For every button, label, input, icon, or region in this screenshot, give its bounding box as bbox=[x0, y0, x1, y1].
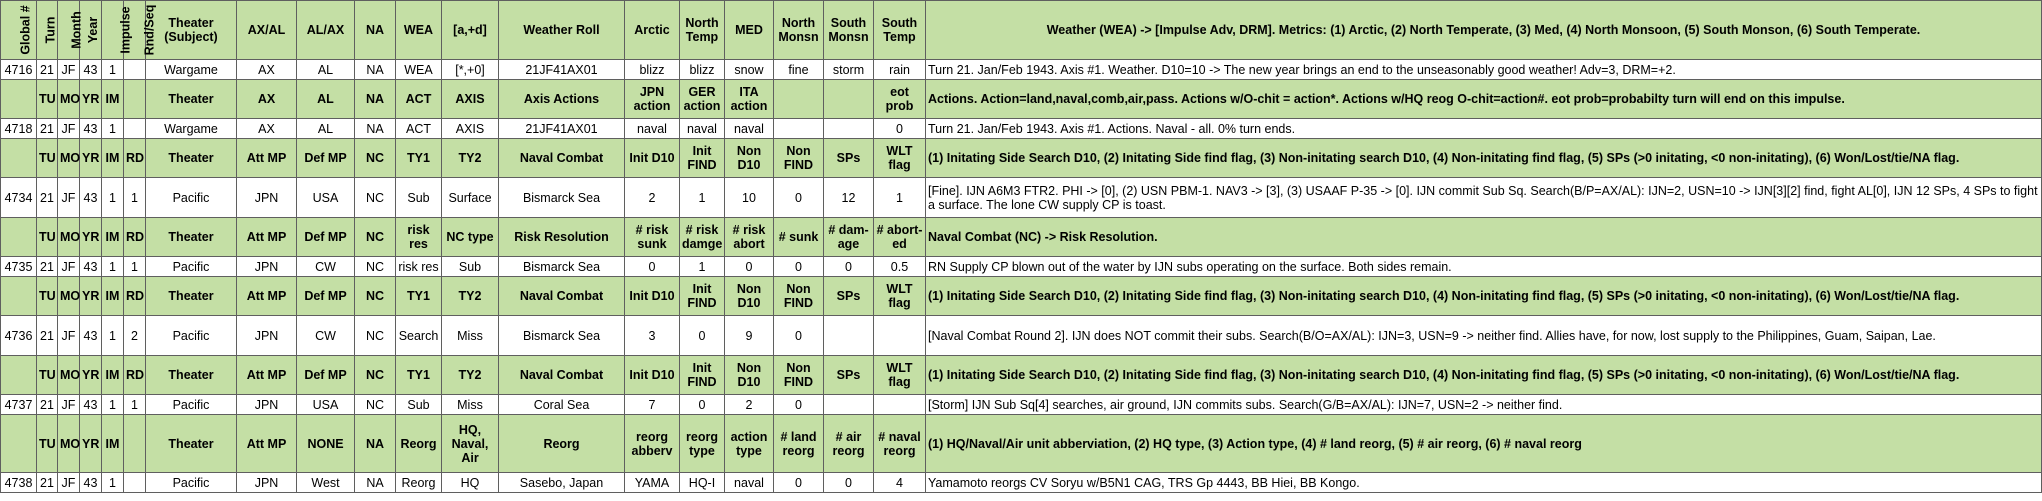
cell-metric-6: rain bbox=[874, 60, 926, 80]
section-header-cell-description: Naval Combat bbox=[499, 356, 625, 395]
header-impulse: Impulse bbox=[102, 1, 124, 60]
cell-param: Miss bbox=[442, 395, 499, 415]
cell-na: NC bbox=[355, 395, 396, 415]
section-header-cell-side-b: Def MP bbox=[297, 139, 355, 178]
cell-na: NA bbox=[355, 473, 396, 493]
header-south-temp: South Temp bbox=[874, 1, 926, 60]
section-header-cell-metric-4: # sunk bbox=[774, 218, 824, 257]
section-header-cell-global-num bbox=[1, 415, 37, 473]
section-header-cell-impulse: IM bbox=[102, 356, 124, 395]
section-header-cell-metric-3: Non D10 bbox=[725, 277, 774, 316]
cell-side-a: JPN bbox=[237, 316, 297, 356]
cell-turn: 21 bbox=[37, 473, 58, 493]
cell-impulse: 1 bbox=[102, 473, 124, 493]
section-header-cell-metric-5 bbox=[824, 80, 874, 119]
section-header-cell-metric-1: Init D10 bbox=[625, 139, 680, 178]
cell-global-num: 4736 bbox=[1, 316, 37, 356]
cell-metric-6: 0 bbox=[874, 119, 926, 139]
cell-metric-2: 0 bbox=[680, 395, 725, 415]
cell-global-num: 4718 bbox=[1, 119, 37, 139]
section-header-cell-metric-5: # dam-age bbox=[824, 218, 874, 257]
cell-turn: 21 bbox=[37, 316, 58, 356]
cell-month: JF bbox=[58, 473, 80, 493]
section-header-cell-side-b: Def MP bbox=[297, 218, 355, 257]
table-row bbox=[1, 119, 2042, 139]
cell-code: Reorg bbox=[396, 473, 442, 493]
cell-metric-4: 0 bbox=[774, 178, 824, 218]
section-header-cell-metric-3: Non D10 bbox=[725, 356, 774, 395]
cell-description: Bismarck Sea bbox=[499, 257, 625, 277]
section-header-cell-side-b: Def MP bbox=[297, 277, 355, 316]
cell-turn: 21 bbox=[37, 119, 58, 139]
section-header-cell-month: MO bbox=[58, 139, 80, 178]
cell-metric-2: 0 bbox=[680, 316, 725, 356]
section-header-cell-metric-6: WLT flag bbox=[874, 356, 926, 395]
cell-metric-6: 1 bbox=[874, 178, 926, 218]
section-header-row bbox=[1, 80, 2042, 119]
table-row bbox=[1, 60, 2042, 80]
section-header-cell-notes: Actions. Action=land,naval,comb,air,pass. Actions w/O-chit = action*. Actions w/HQ reog O-chit=action#. eot prob=probabilty turn will end on this impulse. bbox=[926, 80, 2042, 119]
section-header-cell-theater: Theater bbox=[146, 356, 237, 395]
cell-month: JF bbox=[58, 395, 80, 415]
cell-metric-1: 0 bbox=[625, 257, 680, 277]
cell-metric-1: 2 bbox=[625, 178, 680, 218]
header-al-ax: AL/AX bbox=[297, 1, 355, 60]
section-header-row bbox=[1, 415, 2042, 473]
section-header-cell-metric-2: reorg type bbox=[680, 415, 725, 473]
cell-metric-3: 10 bbox=[725, 178, 774, 218]
section-header-cell-global-num bbox=[1, 218, 37, 257]
cell-rnd-seq bbox=[124, 473, 146, 493]
cell-metric-6: 0.5 bbox=[874, 257, 926, 277]
cell-global-num: 4734 bbox=[1, 178, 37, 218]
section-header-cell-year: YR bbox=[80, 356, 102, 395]
cell-side-b: USA bbox=[297, 178, 355, 218]
section-header-cell-impulse: IM bbox=[102, 139, 124, 178]
cell-turn: 21 bbox=[37, 395, 58, 415]
cell-metric-2: blizz bbox=[680, 60, 725, 80]
section-header-cell-global-num bbox=[1, 139, 37, 178]
section-header-cell-turn: TU bbox=[37, 139, 58, 178]
cell-metric-3: 2 bbox=[725, 395, 774, 415]
cell-na: NA bbox=[355, 60, 396, 80]
cell-impulse: 1 bbox=[102, 119, 124, 139]
section-header-cell-turn: TU bbox=[37, 80, 58, 119]
section-header-cell-impulse: IM bbox=[102, 80, 124, 119]
cell-rnd-seq: 1 bbox=[124, 395, 146, 415]
cell-code: Search bbox=[396, 316, 442, 356]
cell-global-num: 4716 bbox=[1, 60, 37, 80]
section-header-cell-rnd-seq: RD bbox=[124, 218, 146, 257]
section-header-row bbox=[1, 139, 2042, 178]
section-header-cell-metric-3: # risk abort bbox=[725, 218, 774, 257]
section-header-cell-turn: TU bbox=[37, 218, 58, 257]
cell-month: JF bbox=[58, 119, 80, 139]
cell-notes: Turn 21. Jan/Feb 1943. Axis #1. Weather. D10=10 -> The new year brings an end to the unseasonably good weather! Adv=3, DRM=+2. bbox=[926, 60, 2042, 80]
section-header-cell-notes: Naval Combat (NC) -> Risk Resolution. bbox=[926, 218, 2042, 257]
cell-year: 43 bbox=[80, 395, 102, 415]
cell-metric-4: 0 bbox=[774, 395, 824, 415]
table-row bbox=[1, 257, 2042, 277]
cell-year: 43 bbox=[80, 178, 102, 218]
section-header-cell-notes: (1) Initating Side Search D10, (2) Initating Side find flag, (3) Non-initating search D10, (4) Non-initating find flag, (5) SPs (>0 initating, <0 non-initating), (6) Won/Lost/tie/NA flag. bbox=[926, 139, 2042, 178]
section-header-cell-month: MO bbox=[58, 80, 80, 119]
section-header-cell-metric-6: WLT flag bbox=[874, 139, 926, 178]
section-header-cell-side-b: Def MP bbox=[297, 356, 355, 395]
cell-theater: Pacific bbox=[146, 257, 237, 277]
header-na: NA bbox=[355, 1, 396, 60]
cell-metric-4 bbox=[774, 119, 824, 139]
section-header-cell-year: YR bbox=[80, 415, 102, 473]
section-header-cell-rnd-seq: RD bbox=[124, 139, 146, 178]
cell-param: AXIS bbox=[442, 119, 499, 139]
cell-year: 43 bbox=[80, 60, 102, 80]
cell-notes: Turn 21. Jan/Feb 1943. Axis #1. Actions. Naval - all. 0% turn ends. bbox=[926, 119, 2042, 139]
section-header-cell-rnd-seq bbox=[124, 80, 146, 119]
cell-year: 43 bbox=[80, 257, 102, 277]
cell-metric-3: naval bbox=[725, 119, 774, 139]
section-header-cell-theater: Theater bbox=[146, 277, 237, 316]
cell-side-b: USA bbox=[297, 395, 355, 415]
cell-month: JF bbox=[58, 316, 80, 356]
cell-metric-6: 4 bbox=[874, 473, 926, 493]
header-north-monsn: North Monsn bbox=[774, 1, 824, 60]
cell-description: Bismarck Sea bbox=[499, 316, 625, 356]
section-header-cell-metric-6: # abort-ed bbox=[874, 218, 926, 257]
section-header-cell-metric-3: Non D10 bbox=[725, 139, 774, 178]
section-header-cell-turn: TU bbox=[37, 415, 58, 473]
cell-turn: 21 bbox=[37, 257, 58, 277]
section-header-cell-metric-2: Init FIND bbox=[680, 356, 725, 395]
section-header-cell-param: TY2 bbox=[442, 356, 499, 395]
section-header-cell-rnd-seq: RD bbox=[124, 277, 146, 316]
section-header-cell-param: TY2 bbox=[442, 277, 499, 316]
cell-description: Coral Sea bbox=[499, 395, 625, 415]
cell-metric-5: 0 bbox=[824, 473, 874, 493]
cell-metric-4: 0 bbox=[774, 316, 824, 356]
section-header-cell-param: AXIS bbox=[442, 80, 499, 119]
section-header-row bbox=[1, 277, 2042, 316]
cell-side-a: JPN bbox=[237, 473, 297, 493]
section-header-cell-month: MO bbox=[58, 277, 80, 316]
section-header-cell-metric-1: Init D10 bbox=[625, 277, 680, 316]
section-header-cell-metric-6: # naval reorg bbox=[874, 415, 926, 473]
header-global-num: Global # bbox=[1, 1, 37, 60]
cell-global-num: 4735 bbox=[1, 257, 37, 277]
cell-code: WEA bbox=[396, 60, 442, 80]
cell-metric-1: 7 bbox=[625, 395, 680, 415]
section-header-cell-param: NC type bbox=[442, 218, 499, 257]
section-header-cell-code: TY1 bbox=[396, 277, 442, 316]
cell-theater: Pacific bbox=[146, 178, 237, 218]
cell-metric-1: naval bbox=[625, 119, 680, 139]
cell-global-num: 4737 bbox=[1, 395, 37, 415]
section-header-cell-rnd-seq: RD bbox=[124, 356, 146, 395]
cell-notes: [Naval Combat Round 2]. IJN does NOT commit their subs. Search(B/O=AX/AL): IJN=3, USN=9 -> neither find. Allies have, for now, lost supply to the Philippines, Guam, Saipan, Lae. bbox=[926, 316, 2042, 356]
section-header-cell-month: MO bbox=[58, 356, 80, 395]
section-header-cell-metric-1: reorg abberv bbox=[625, 415, 680, 473]
header-arctic: Arctic bbox=[625, 1, 680, 60]
section-header-cell-metric-2: Init FIND bbox=[680, 277, 725, 316]
cell-param: Miss bbox=[442, 316, 499, 356]
section-header-cell-theater: Theater bbox=[146, 415, 237, 473]
header-south-monsn: South Monsn bbox=[824, 1, 874, 60]
section-header-cell-rnd-seq bbox=[124, 415, 146, 473]
cell-metric-2: 1 bbox=[680, 257, 725, 277]
section-header-cell-month: MO bbox=[58, 218, 80, 257]
section-header-cell-na: NC bbox=[355, 139, 396, 178]
cell-side-a: JPN bbox=[237, 257, 297, 277]
cell-metric-5: 0 bbox=[824, 257, 874, 277]
section-header-cell-side-b: AL bbox=[297, 80, 355, 119]
section-header-cell-metric-4 bbox=[774, 80, 824, 119]
section-header-cell-impulse: IM bbox=[102, 277, 124, 316]
cell-side-b: AL bbox=[297, 119, 355, 139]
section-header-cell-na: NA bbox=[355, 80, 396, 119]
header-med: MED bbox=[725, 1, 774, 60]
section-header-row bbox=[1, 356, 2042, 395]
section-header-cell-impulse: IM bbox=[102, 218, 124, 257]
cell-notes: [Fine]. IJN A6M3 FTR2. PHI -> [0], (2) USN PBM-1. NAV3 -> [3], (3) USAAF P-35 -> [0]. IJN commit Sub Sq. Search(B/P=AX/AL): IJN=2, USN=10 -> IJN[3][2] find, fight AL[0], IJN 12 SPs, 4 SPs to fight a surface. The lone CW supply CP is toast. bbox=[926, 178, 2042, 218]
section-header-cell-notes: (1) Initating Side Search D10, (2) Initating Side find flag, (3) Non-initating search D10, (4) Non-initating find flag, (5) SPs (>0 initating, <0 non-initating), (6) Won/Lost/tie/NA flag. bbox=[926, 356, 2042, 395]
section-header-cell-metric-5: SPs bbox=[824, 356, 874, 395]
table-row bbox=[1, 473, 2042, 493]
table-row bbox=[1, 178, 2042, 218]
cell-param: HQ bbox=[442, 473, 499, 493]
cell-metric-4: 0 bbox=[774, 257, 824, 277]
cell-month: JF bbox=[58, 60, 80, 80]
cell-theater: Pacific bbox=[146, 395, 237, 415]
section-header-cell-side-a: AX bbox=[237, 80, 297, 119]
cell-turn: 21 bbox=[37, 178, 58, 218]
section-header-cell-na: NC bbox=[355, 218, 396, 257]
header-weather-roll: Weather Roll bbox=[499, 1, 625, 60]
cell-theater: Wargame bbox=[146, 60, 237, 80]
header-ax-al: AX/AL bbox=[237, 1, 297, 60]
section-header-cell-notes: (1) HQ/Naval/Air unit abberviation, (2) HQ type, (3) Action type, (4) # land reorg, (5) # air reorg, (6) # naval reorg bbox=[926, 415, 2042, 473]
cell-impulse: 1 bbox=[102, 257, 124, 277]
header-notes: Weather (WEA) -> [Impulse Adv, DRM]. Metrics: (1) Arctic, (2) North Temperate, (3) Med, (4) North Monsoon, (5) South Monson, (6) South Temperate. bbox=[926, 1, 2042, 60]
section-header-row bbox=[1, 218, 2042, 257]
cell-year: 43 bbox=[80, 119, 102, 139]
cell-metric-1: 3 bbox=[625, 316, 680, 356]
section-header-cell-side-b: NONE bbox=[297, 415, 355, 473]
section-header-cell-impulse: IM bbox=[102, 415, 124, 473]
section-header-cell-theater: Theater bbox=[146, 218, 237, 257]
section-header-cell-metric-1: JPN action bbox=[625, 80, 680, 119]
cell-metric-2: naval bbox=[680, 119, 725, 139]
section-header-cell-month: MO bbox=[58, 415, 80, 473]
section-header-cell-turn: TU bbox=[37, 277, 58, 316]
section-header-cell-na: NA bbox=[355, 415, 396, 473]
cell-metric-4: 0 bbox=[774, 473, 824, 493]
cell-metric-1: YAMA bbox=[625, 473, 680, 493]
cell-side-b: CW bbox=[297, 257, 355, 277]
section-header-cell-code: ACT bbox=[396, 80, 442, 119]
cell-param: Surface bbox=[442, 178, 499, 218]
section-header-cell-year: YR bbox=[80, 277, 102, 316]
cell-code: ACT bbox=[396, 119, 442, 139]
cell-year: 43 bbox=[80, 473, 102, 493]
section-header-cell-metric-3: action type bbox=[725, 415, 774, 473]
cell-metric-6 bbox=[874, 395, 926, 415]
cell-impulse: 1 bbox=[102, 60, 124, 80]
section-header-cell-metric-5: SPs bbox=[824, 139, 874, 178]
section-header-cell-metric-1: # risk sunk bbox=[625, 218, 680, 257]
cell-description: 21JF41AX01 bbox=[499, 60, 625, 80]
cell-param: [*,+0] bbox=[442, 60, 499, 80]
section-header-cell-metric-4: # land reorg bbox=[774, 415, 824, 473]
cell-impulse: 1 bbox=[102, 316, 124, 356]
cell-theater: Pacific bbox=[146, 316, 237, 356]
cell-impulse: 1 bbox=[102, 178, 124, 218]
cell-rnd-seq: 1 bbox=[124, 257, 146, 277]
cell-metric-5 bbox=[824, 395, 874, 415]
section-header-cell-code: TY1 bbox=[396, 139, 442, 178]
section-header-cell-code: risk res bbox=[396, 218, 442, 257]
section-header-cell-metric-4: Non FIND bbox=[774, 277, 824, 316]
section-header-cell-description: Reorg bbox=[499, 415, 625, 473]
cell-theater: Wargame bbox=[146, 119, 237, 139]
cell-metric-6 bbox=[874, 316, 926, 356]
cell-metric-2: HQ-I bbox=[680, 473, 725, 493]
cell-metric-1: blizz bbox=[625, 60, 680, 80]
cell-side-b: AL bbox=[297, 60, 355, 80]
table-row bbox=[1, 395, 2042, 415]
section-header-cell-side-a: Att MP bbox=[237, 415, 297, 473]
cell-rnd-seq bbox=[124, 119, 146, 139]
section-header-cell-param: HQ, Naval, Air bbox=[442, 415, 499, 473]
cell-metric-2: 1 bbox=[680, 178, 725, 218]
cell-metric-3: 9 bbox=[725, 316, 774, 356]
section-header-cell-param: TY2 bbox=[442, 139, 499, 178]
section-header-cell-code: TY1 bbox=[396, 356, 442, 395]
section-header-cell-year: YR bbox=[80, 139, 102, 178]
cell-description: 21JF41AX01 bbox=[499, 119, 625, 139]
section-header-cell-side-a: Att MP bbox=[237, 277, 297, 316]
cell-side-b: CW bbox=[297, 316, 355, 356]
cell-metric-4: fine bbox=[774, 60, 824, 80]
header-a-d: [a,+d] bbox=[442, 1, 499, 60]
cell-month: JF bbox=[58, 257, 80, 277]
cell-metric-3: 0 bbox=[725, 257, 774, 277]
cell-theater: Pacific bbox=[146, 473, 237, 493]
section-header-cell-na: NC bbox=[355, 356, 396, 395]
cell-rnd-seq bbox=[124, 60, 146, 80]
section-header-cell-metric-6: WLT flag bbox=[874, 277, 926, 316]
section-header-cell-turn: TU bbox=[37, 356, 58, 395]
section-header-cell-metric-2: GER action bbox=[680, 80, 725, 119]
cell-rnd-seq: 2 bbox=[124, 316, 146, 356]
section-header-cell-code: Reorg bbox=[396, 415, 442, 473]
cell-na: NC bbox=[355, 178, 396, 218]
cell-code: Sub bbox=[396, 395, 442, 415]
cell-metric-5 bbox=[824, 316, 874, 356]
cell-global-num: 4738 bbox=[1, 473, 37, 493]
header-rnd-seq: Rnd/Seq bbox=[124, 1, 146, 60]
cell-rnd-seq: 1 bbox=[124, 178, 146, 218]
section-header-cell-metric-4: Non FIND bbox=[774, 139, 824, 178]
section-header-cell-year: YR bbox=[80, 218, 102, 257]
cell-metric-3: snow bbox=[725, 60, 774, 80]
cell-notes: Yamamoto reorgs CV Soryu w/B5N1 CAG, TRS Gp 4443, BB Hiei, BB Kongo. bbox=[926, 473, 2042, 493]
cell-side-a: JPN bbox=[237, 395, 297, 415]
cell-code: risk res bbox=[396, 257, 442, 277]
cell-metric-5: 12 bbox=[824, 178, 874, 218]
header-theater: Theater (Subject) bbox=[146, 1, 237, 60]
section-header-cell-metric-2: Init FIND bbox=[680, 139, 725, 178]
section-header-cell-global-num bbox=[1, 80, 37, 119]
cell-turn: 21 bbox=[37, 60, 58, 80]
cell-side-a: AX bbox=[237, 60, 297, 80]
section-header-cell-global-num bbox=[1, 356, 37, 395]
cell-na: NA bbox=[355, 119, 396, 139]
cell-param: Sub bbox=[442, 257, 499, 277]
section-header-cell-na: NC bbox=[355, 277, 396, 316]
section-header-cell-metric-1: Init D10 bbox=[625, 356, 680, 395]
section-header-cell-side-a: Att MP bbox=[237, 218, 297, 257]
cell-na: NC bbox=[355, 257, 396, 277]
column-header-row bbox=[1, 1, 2042, 60]
header-month: Month bbox=[58, 1, 80, 60]
table-body bbox=[1, 1, 2042, 493]
cell-metric-3: naval bbox=[725, 473, 774, 493]
table-row bbox=[1, 316, 2042, 356]
cell-description: Sasebo, Japan bbox=[499, 473, 625, 493]
cell-metric-5: storm bbox=[824, 60, 874, 80]
header-turn: Turn bbox=[37, 1, 58, 60]
cell-code: Sub bbox=[396, 178, 442, 218]
section-header-cell-year: YR bbox=[80, 80, 102, 119]
section-header-cell-description: Naval Combat bbox=[499, 139, 625, 178]
section-header-cell-metric-5: SPs bbox=[824, 277, 874, 316]
section-header-cell-metric-3: ITA action bbox=[725, 80, 774, 119]
cell-metric-5 bbox=[824, 119, 874, 139]
section-header-cell-metric-6: eot prob bbox=[874, 80, 926, 119]
cell-notes: RN Supply CP blown out of the water by IJN subs operating on the surface. Both sides remain. bbox=[926, 257, 2042, 277]
cell-side-b: West bbox=[297, 473, 355, 493]
section-header-cell-notes: (1) Initating Side Search D10, (2) Initating Side find flag, (3) Non-initating search D10, (4) Non-initating find flag, (5) SPs (>0 initating, <0 non-initating), (6) Won/Lost/tie/NA flag. bbox=[926, 277, 2042, 316]
cell-na: NC bbox=[355, 316, 396, 356]
section-header-cell-theater: Theater bbox=[146, 80, 237, 119]
section-header-cell-metric-2: # risk damge bbox=[680, 218, 725, 257]
section-header-cell-global-num bbox=[1, 277, 37, 316]
section-header-cell-metric-4: Non FIND bbox=[774, 356, 824, 395]
cell-description: Bismarck Sea bbox=[499, 178, 625, 218]
section-header-cell-metric-5: # air reorg bbox=[824, 415, 874, 473]
section-header-cell-description: Risk Resolution bbox=[499, 218, 625, 257]
header-year: Year bbox=[80, 1, 102, 60]
section-header-cell-theater: Theater bbox=[146, 139, 237, 178]
cell-side-a: JPN bbox=[237, 178, 297, 218]
section-header-cell-description: Axis Actions bbox=[499, 80, 625, 119]
section-header-cell-description: Naval Combat bbox=[499, 277, 625, 316]
cell-notes: [Storm] IJN Sub Sq[4] searches, air ground, IJN commits subs. Search(G/B=AX/AL): IJN=7, USN=2 -> neither find. bbox=[926, 395, 2042, 415]
cell-impulse: 1 bbox=[102, 395, 124, 415]
header-wea: WEA bbox=[396, 1, 442, 60]
cell-year: 43 bbox=[80, 316, 102, 356]
section-header-cell-side-a: Att MP bbox=[237, 139, 297, 178]
header-north-temp: North Temp bbox=[680, 1, 725, 60]
cell-side-a: AX bbox=[237, 119, 297, 139]
cell-month: JF bbox=[58, 178, 80, 218]
section-header-cell-side-a: Att MP bbox=[237, 356, 297, 395]
